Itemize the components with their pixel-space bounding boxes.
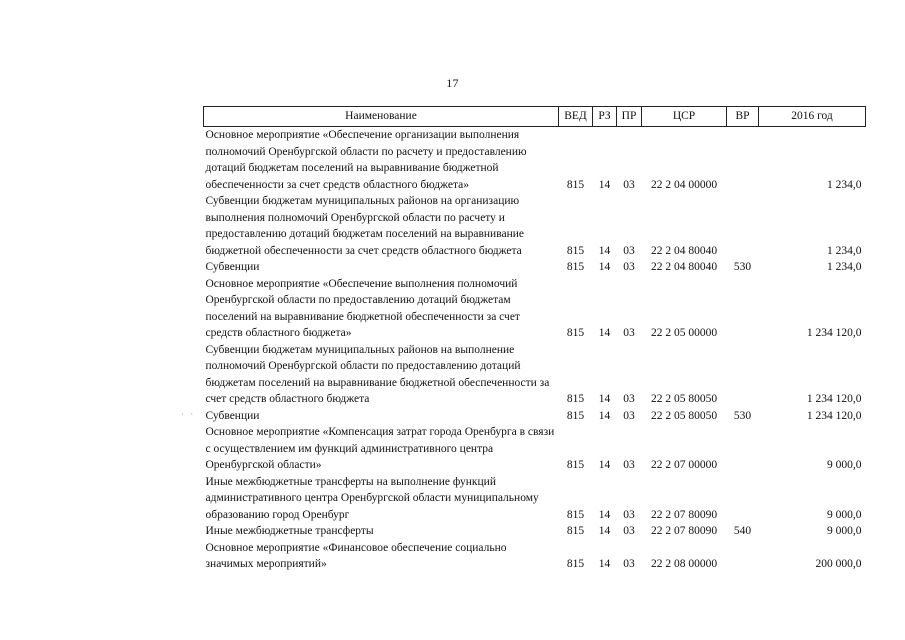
row-ved: 815 — [566, 508, 585, 521]
header-name: Наименование — [204, 107, 559, 127]
row-amount: 1 234 120,0 — [806, 409, 862, 422]
row-name: Основное мероприятие «Финансовое обеспечение социально значимых мероприятий» — [205, 541, 507, 570]
row-amount: 9 000,0 — [827, 508, 862, 521]
row-ved: 815 — [566, 525, 585, 537]
row-ved: 815 — [566, 393, 585, 405]
budget-table — [203, 106, 866, 573]
row-pr: 03 — [623, 327, 635, 339]
table-row — [204, 540, 866, 573]
page-number: 17 — [446, 76, 459, 90]
table-row — [204, 127, 866, 194]
row-csr: 22 2 05 80050 — [650, 393, 718, 405]
row-rz: 14 — [598, 525, 611, 537]
table-row — [204, 193, 866, 259]
row-pr: 03 — [623, 558, 635, 570]
row-ved: 815 — [566, 558, 585, 570]
row-pr: 03 — [623, 261, 635, 273]
row-pr: 03 — [623, 393, 635, 405]
row-amount: 1 234 120,0 — [806, 327, 862, 339]
row-csr: 22 2 07 80090 — [650, 525, 718, 537]
row-pr: 03 — [623, 525, 635, 537]
row-vr — [727, 424, 759, 474]
row-name: Субвенции — [205, 409, 260, 422]
table-body — [204, 127, 866, 573]
row-amount: 1 234,0 — [827, 178, 862, 191]
header-row — [204, 107, 866, 127]
row-rz: 14 — [598, 459, 611, 471]
header-rz: РЗ — [593, 107, 617, 127]
row-name: Субвенции бюджетам муниципальных районов на выполнение полномочий Оренбургской области по предоставлению дотаций бюджетам поселений на выравнивание бюджетной обеспеченности за счет средств областного бюджета — [205, 343, 550, 405]
row-pr: 03 — [623, 178, 635, 191]
row-rz: 14 — [598, 409, 611, 422]
row-vr: 540 — [733, 525, 752, 537]
row-name: Основное мероприятие «Обеспечение организации выполнения полномочий Оренбургской области по расчету и предоставлению дотаций бюджетам поселений на выравнивание бюджетной обеспеченности за счет средств областного бюджета» — [205, 129, 527, 191]
row-vr: 530 — [733, 261, 752, 273]
row-csr: 22 2 04 00000 — [650, 178, 718, 191]
header-year: 2016 год — [759, 107, 866, 127]
row-rz: 14 — [598, 178, 611, 191]
row-csr: 22 2 05 00000 — [650, 327, 718, 339]
row-vr: 530 — [733, 409, 752, 422]
row-rz: 14 — [598, 558, 611, 570]
header-csr: ЦСР — [642, 107, 727, 127]
row-pr: 03 — [623, 459, 635, 471]
row-pr: 03 — [623, 508, 635, 521]
row-amount: 1 234,0 — [827, 261, 862, 273]
row-amount: 9 000,0 — [827, 525, 862, 537]
header-ved: ВЕД — [559, 107, 593, 127]
row-vr — [727, 342, 759, 408]
scan-artifact: · · — [181, 409, 196, 419]
row-ved: 815 — [566, 409, 585, 422]
table-row — [204, 342, 866, 408]
row-rz: 14 — [598, 261, 611, 273]
row-vr — [727, 127, 759, 194]
table-row — [204, 474, 866, 524]
row-rz: 14 — [598, 244, 611, 257]
row-name: Основное мероприятие «Компенсация затрат города Оренбурга в связи с осуществлением им функций административного центра Оренбургской области» — [205, 426, 555, 471]
row-pr: 03 — [623, 244, 635, 257]
row-ved: 815 — [566, 327, 585, 339]
row-csr: 22 2 08 00000 — [650, 558, 718, 570]
row-csr: 22 2 07 80090 — [650, 508, 718, 521]
row-amount: 1 234,0 — [827, 244, 862, 257]
row-vr — [727, 540, 759, 573]
row-ved: 815 — [566, 261, 585, 273]
table-header — [204, 107, 866, 127]
table-row — [204, 276, 866, 342]
table-row — [204, 259, 866, 276]
row-name: Основное мероприятие «Обеспечение выполнения полномочий Оренбургской области по предоставлению дотаций бюджетам поселений на выравнивание бюджетной обеспеченности за счет средств областного бюджета» — [205, 277, 520, 339]
row-amount: 1 234 120,0 — [806, 393, 862, 405]
header-pr: ПР — [617, 107, 642, 127]
row-amount: 9 000,0 — [827, 459, 862, 471]
row-ved: 815 — [566, 459, 585, 471]
row-amount: 200 000,0 — [815, 558, 862, 570]
header-vr: ВР — [727, 107, 759, 127]
row-csr: 22 2 07 00000 — [650, 459, 718, 471]
row-csr: 22 2 05 80050 — [650, 409, 718, 422]
row-csr: 22 2 04 80040 — [650, 261, 718, 273]
row-vr — [727, 474, 759, 524]
row-rz: 14 — [598, 508, 611, 521]
row-name: Субвенции бюджетам муниципальных районов на организацию выполнения полномочий Оренбургской области по расчету и предоставлению дотаций бюджетам поселений на выравнивание бюджетной обеспеченности за счет средств областного бюджета — [205, 195, 525, 257]
row-rz: 14 — [598, 393, 611, 405]
row-ved: 815 — [566, 178, 585, 191]
row-name: Иные межбюджетные трансферты — [205, 525, 374, 537]
row-pr: 03 — [623, 409, 635, 422]
table-row — [204, 424, 866, 474]
row-vr — [727, 276, 759, 342]
row-name: Иные межбюджетные трансферты на выполнение функций административного центра Оренбургской области муниципальному образованию город Оренбург — [205, 475, 539, 521]
row-ved: 815 — [566, 244, 585, 257]
table-row — [204, 408, 866, 425]
row-csr: 22 2 04 80040 — [650, 244, 718, 257]
row-rz: 14 — [598, 327, 611, 339]
row-vr — [727, 193, 759, 259]
row-name: Субвенции — [205, 261, 260, 273]
table-row — [204, 523, 866, 540]
